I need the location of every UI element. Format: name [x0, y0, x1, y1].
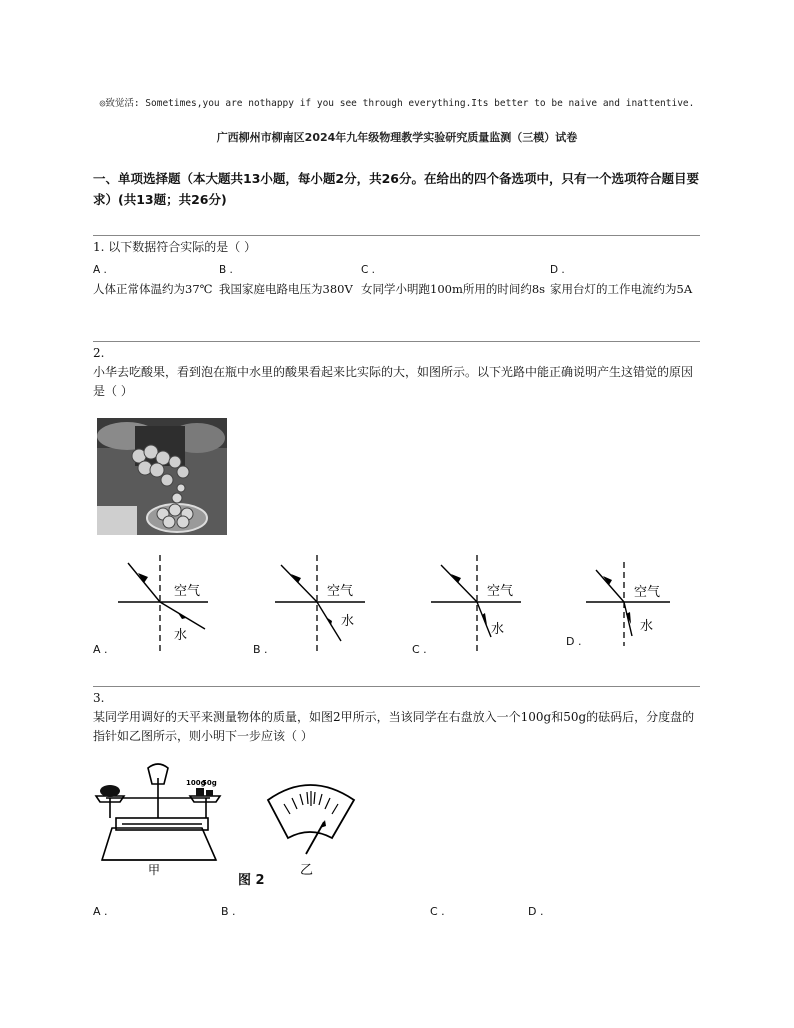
optics-diagram-a: [108, 553, 218, 653]
pickle-jar-photo: [97, 418, 227, 535]
motto-line: ◎致觉活: Sometimes,you are nothappy if you see through everything.Its better to be naive and inattentive.: [99, 98, 695, 109]
question-3-stem: 某同学用调好的天平来测量物体的质量，如图2甲所示，当该同学在右盘放入一个100g和50g的砝码后，分度盘的指针如乙图所示，则小明下一步应该（ ）: [93, 710, 695, 743]
question-1: [93, 238, 703, 257]
section-heading: 一、单项选择题（本大题共13小题，每小题2分，共26分。在给出的四个备选项中，只有一个选项符合题目要求）(共13题；共26分): [93, 171, 699, 207]
q1-option-c-label: C .: [361, 264, 376, 276]
q1-option-c-text: 女同学小明跑100m所用的时间约8s: [361, 282, 546, 296]
optics-diagram-d: [580, 560, 680, 650]
optics-diagram-c: [425, 553, 535, 653]
water-label: 水: [341, 614, 355, 629]
question-1-number: 1.: [93, 240, 105, 254]
q1-option-a-text: 人体正常体温约为37℃: [93, 282, 213, 296]
divider-q2: [93, 341, 700, 342]
optics-diagram-b: [265, 553, 375, 653]
balance-diagram: [92, 758, 227, 878]
q1-option-d-text: 家用台灯的工作电流约为5A: [550, 282, 693, 296]
figure-caption: 图 2: [238, 873, 265, 888]
q1-option-d[interactable]: [550, 261, 705, 299]
air-label: 空气: [487, 584, 514, 599]
q1-option-c[interactable]: [361, 261, 546, 299]
air-label: 空气: [174, 584, 201, 599]
question-1-stem: 以下数据符合实际的是（ ）: [108, 240, 257, 254]
question-3: [93, 689, 703, 746]
question-2-stem: 小华去吃酸果，看到泡在瓶中水里的酸果看起来比实际的大，如图所示。以下光路中能正确说明产生这错觉的原因是（ ）: [93, 365, 694, 398]
label-yi: 乙: [300, 863, 314, 878]
water-label: 水: [491, 622, 505, 637]
q1-option-b-label: B .: [219, 264, 233, 276]
q2-option-c[interactable]: C .: [412, 643, 427, 656]
label-jia: 甲: [148, 863, 161, 877]
q3-option-a[interactable]: A .: [93, 905, 108, 918]
q1-option-a[interactable]: [93, 261, 218, 299]
q1-option-a-label: A .: [93, 264, 107, 276]
water-label: 水: [640, 619, 654, 634]
divider-q3: [93, 686, 700, 687]
water-label: 水: [174, 628, 188, 643]
q2-option-a[interactable]: A .: [93, 643, 108, 656]
q3-option-b[interactable]: B .: [221, 905, 236, 918]
q3-option-d[interactable]: D .: [528, 905, 544, 918]
q2-option-d[interactable]: D .: [566, 635, 582, 648]
question-3-number: 3.: [93, 691, 105, 705]
weight-100g-label: 100g: [186, 779, 206, 787]
weight-50g-label: 50g: [202, 779, 217, 787]
air-label: 空气: [327, 584, 354, 599]
question-2-number: 2.: [93, 346, 105, 360]
dial-diagram: [262, 776, 362, 881]
q1-option-b[interactable]: [219, 261, 359, 299]
question-2: [93, 344, 703, 401]
exam-title: 广西柳州市柳南区2024年九年级物理教学实验研究质量监测（三模）试卷: [216, 131, 578, 144]
divider-q1: [93, 235, 700, 236]
q1-option-d-label: D .: [550, 264, 565, 276]
air-label: 空气: [634, 585, 661, 600]
q2-option-b[interactable]: B .: [253, 643, 268, 656]
q1-option-b-text: 我国家庭电路电压为380V: [219, 282, 353, 296]
q3-option-c[interactable]: C .: [430, 905, 445, 918]
